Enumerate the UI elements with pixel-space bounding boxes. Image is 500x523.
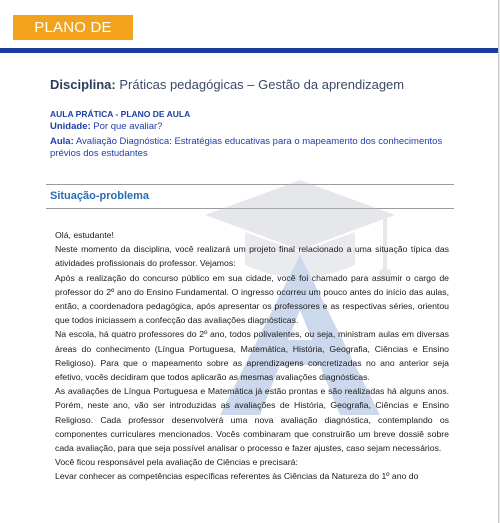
body-paragraph: Olá, estudante! xyxy=(55,230,114,240)
aula-line xyxy=(50,136,450,159)
header-rule xyxy=(0,48,498,53)
unit-label: Unidade: xyxy=(50,121,91,132)
body-paragraph-cut: Levar conhecer as competências específicas referentes às Ciências da Natureza do 1º ano do xyxy=(55,471,419,482)
unit-value: Por que avaliar? xyxy=(93,121,163,132)
discipline-value: Práticas pedagógicas – Gestão da aprendizagem xyxy=(119,77,405,92)
body-paragraph: Neste momento da disciplina, você realizará um projeto final relacionado a uma situação típica das atividades profissionais do professor. Vejamos: xyxy=(55,244,449,269)
aula-pratica-title: AULA PRÁTICA - PLANO DE AULA xyxy=(50,109,191,119)
body-paragraph: Após a realização do concurso público em sua cidade, você foi chamado para assumir o cargo de professor do 2º ano do Ensino Fundamental. O ingresso ocorreu um pouco antes do início das aulas, então, a coordenadora pedagógica, após apresentar os professores e as respectivas séries, orientou que todos iniciassem a confecção das avaliações diagnósticas. xyxy=(55,272,449,326)
section-title: Situação-problema xyxy=(50,190,150,202)
discipline-line xyxy=(50,77,404,92)
aula-value: Avaliação Diagnóstica: Estratégias educativas para o mapeamento dos conhecimentos prévios dos estudantes xyxy=(50,136,443,159)
discipline-label: Disciplina: xyxy=(50,77,116,92)
unit-line xyxy=(50,121,162,132)
body-paragraph: Você ficou responsável pela avaliação de Ciências e precisará: xyxy=(55,457,298,468)
plano-de-aula-badge: PLANO DE xyxy=(13,15,133,40)
body-text xyxy=(55,228,449,484)
aula-label: Aula: xyxy=(50,136,74,147)
body-paragraph: As avaliações de Língua Portuguesa e Matemática já estão prontas e são realizadas há alguns anos. Porém, neste ano, vão ser introduzidas as avaliações de História, Geografia, Ciências e Ensino Religioso. Cada professor desenvolverá uma nova avaliação diagnóstica, contemplando os componentes curriculares mencionados. Vocês combinaram que construirão um breve dossiê sobre cada avaliação, para que seja possível analisar o processo e fazer ajustes, caso sejam necessários. xyxy=(55,386,449,454)
body-paragraph: Na escola, há quatro professores do 2º ano, todos polivalentes, ou seja, ministram aulas em diversas áreas do conhecimento (Língua Portuguesa, Matemática, História, Geografia, Ciências e Ensino Religioso). Para que o mapeamento sobre as aprendizagens concretizadas no ano anterior seja efetivo, vocês decidiram que todos aplicarão as mesmas avaliações diagnósticas. xyxy=(55,329,449,383)
